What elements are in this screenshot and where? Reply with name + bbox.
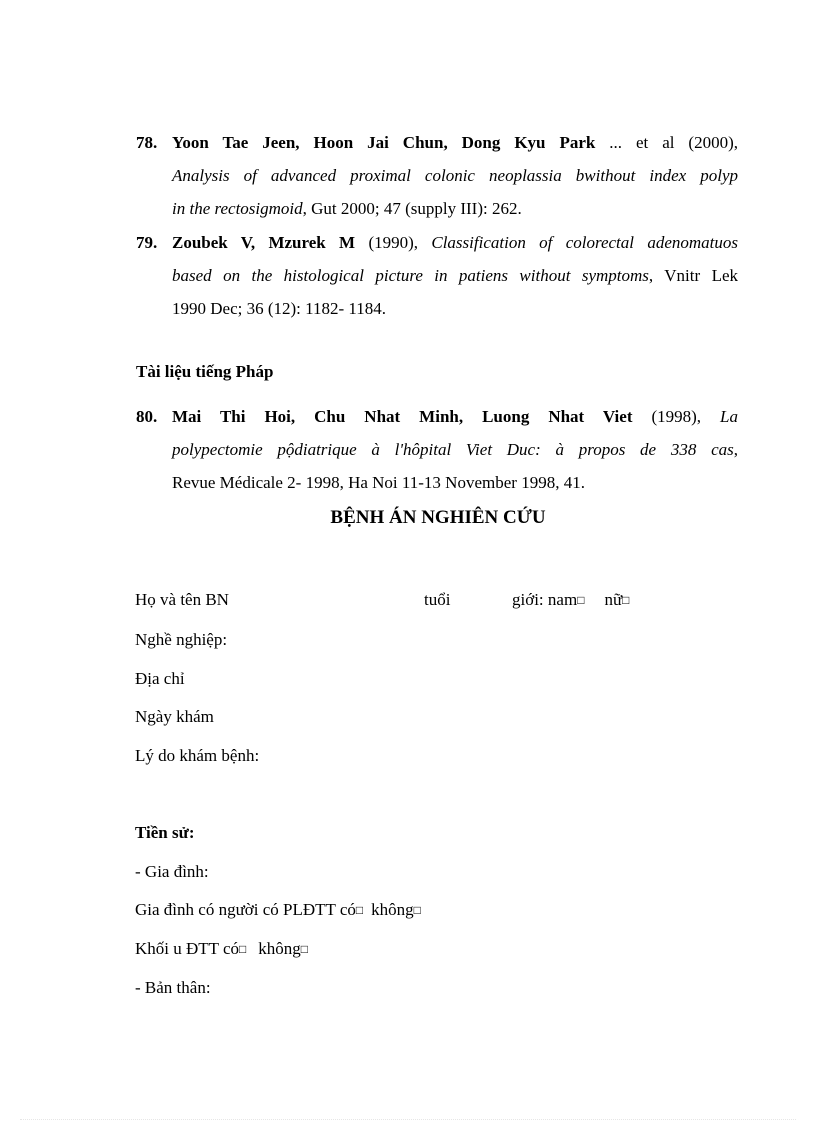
reference-number: 80. (136, 407, 158, 426)
address-label: Địa chỉ (135, 669, 185, 688)
reference-text: 1990 Dec; 36 (12): 1182- 1184. (172, 299, 387, 318)
reference-authors: Mai Thi Hoi, Chu Nhat Minh, Luong Nhat Viet (172, 407, 633, 426)
age-label: tuổi (424, 590, 451, 609)
family-label: - Gia đình: (135, 862, 209, 881)
reference-line (172, 438, 738, 462)
reference-authors: Zoubek V, Mzurek M (172, 233, 356, 252)
reference-text: , (733, 440, 738, 459)
occupation-label: Nghề nghiệp: (135, 630, 228, 649)
gender-field (512, 590, 629, 610)
reference-title: Analysis of advanced proximal colonic neoplassia bwithout index polyp (172, 166, 738, 185)
reference-line (172, 297, 738, 321)
reference-title: based on the histological picture in patiens without symptoms (172, 266, 649, 285)
reference-text: (1998), (632, 407, 721, 426)
reference-line (172, 231, 738, 255)
reference-authors: Yoon Tae Jeen, Hoon Jai Chun, Dong Kyu Park (172, 133, 596, 152)
reference-line (172, 197, 738, 221)
form-title: BỆNH ÁN NGHIÊN CỨU (330, 507, 546, 528)
reason-label: Lý do khám bệnh: (135, 746, 260, 765)
gender-male-label: giới: nam (512, 590, 578, 609)
reference-line (172, 131, 738, 155)
female-checkbox[interactable]: □ (622, 593, 630, 607)
tumor-no-checkbox[interactable]: □ (300, 942, 309, 956)
reference-number: 79. (136, 233, 158, 252)
reference-number: 78. (136, 133, 158, 152)
page-bottom-divider (20, 1119, 796, 1120)
family-case-no-checkbox[interactable]: □ (413, 903, 421, 917)
family-case-label: Gia đình có người có PLĐTT có (135, 900, 356, 919)
gender-female-label: nữ (604, 590, 623, 609)
patient-name-label: Họ và tên BN (135, 590, 229, 609)
section-heading: Tài liệu tiếng Pháp (136, 362, 274, 381)
family-case-no-label: không (371, 900, 414, 919)
reference-text: , Gut 2000; 47 (supply III): 262. (302, 199, 522, 218)
reference-title: Classification of colorectal adenomatuos (431, 233, 738, 252)
tumor-yes-checkbox[interactable]: □ (239, 942, 247, 956)
family-case-field (135, 900, 421, 920)
reference-text: , Vnitr Lek (648, 266, 739, 285)
history-heading: Tiền sử: (135, 823, 195, 842)
tumor-field (135, 939, 308, 959)
reference-line (172, 164, 738, 188)
exam-date-label: Ngày khám (135, 707, 214, 726)
family-case-yes-checkbox[interactable]: □ (355, 903, 364, 917)
personal-label: - Bản thân: (135, 978, 211, 997)
reference-text: ... et al (2000), (595, 133, 738, 152)
reference-line (172, 264, 738, 288)
reference-line (172, 405, 738, 429)
reference-text: Revue Médicale 2- 1998, Ha Noi 11-13 November 1998, 41. (172, 473, 585, 492)
reference-title: in the rectosigmoid (172, 199, 303, 218)
reference-title: polypectomie pộdiatrique à l'hôpital Viet Duc: à propos de 338 cas (172, 440, 734, 459)
reference-text: (1990), (355, 233, 432, 252)
tumor-label: Khối u ĐTT có (135, 939, 240, 958)
tumor-no-label: không (258, 939, 301, 958)
male-checkbox[interactable]: □ (577, 593, 585, 607)
reference-title: La (720, 407, 738, 426)
reference-line (172, 471, 738, 495)
